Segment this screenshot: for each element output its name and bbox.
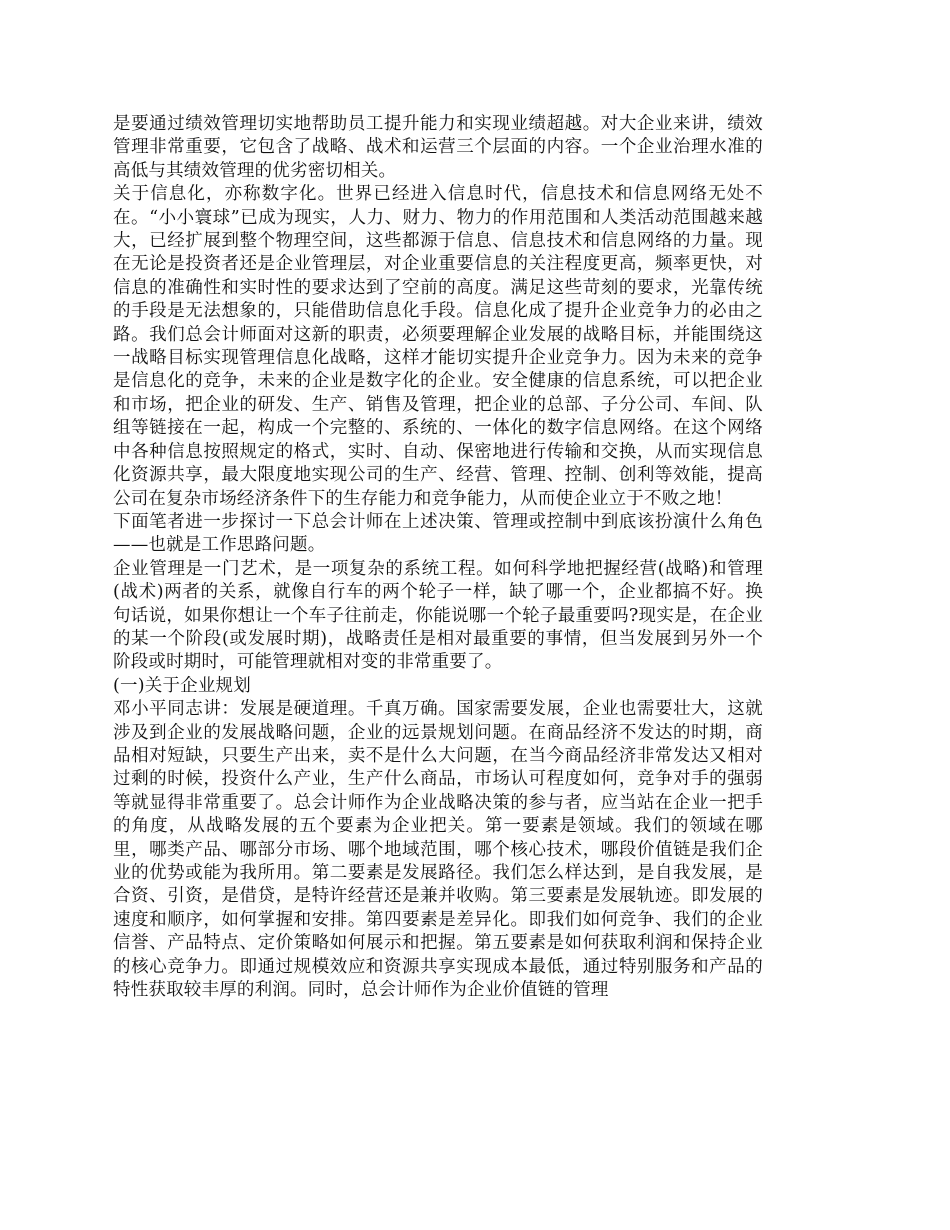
paragraph-development-strategy: 邓小平同志讲：发展是硬道理。千真万确。国家需要发展，企业也需要壮大，这就涉及到企业的发展战略问题，企业的远景规划问题。在商品经济不发达的时期，商品相对短缺，只要生产出来，卖不是什么大问题，在当今商品经济非常发达又相对过剩的时候，投资什么产业，生产什么商品，市场认可程度如何，竞争对手的强弱等就显得非常重要了。总会计师作为企业战略决策的参与者，应当站在企业一把手的角度，从战略发展的五个要素为企业把关。第一要素是领域。我们的领域在哪里，哪类产品、哪部分市场、哪个地域范围，哪个核心技术，哪段价值链是我们企业的优势或能为我所用。第二要素是发展路径。我们怎么样达到，是自我发展，是合资、引资，是借贷，是特许经营还是兼并收购。第三要素是发展轨迹。即发展的速度和顺序，如何掌握和安排。第四要素是差异化。即我们如何竞争、我们的企业信誉、产品特点、定价策略如何展示和把握。第五要素是如何获取利润和保持企业的核心竞争力。即通过规模效应和资源共享实现成本最低，通过特别服务和产品的特性获取较丰厚的利润。同时，总会计师作为企业价值链的管理 xyxy=(113,699,763,1001)
paragraph-cfo-role: 下面笔者进一步探讨一下总会计师在上述决策、管理或控制中到底该扮演什么角色——也就是工作思路问题。 xyxy=(113,511,763,556)
section-heading-enterprise-planning: (一)关于企业规划 xyxy=(113,675,251,696)
paragraph-performance-management: 是要通过绩效管理切实地帮助员工提升能力和实现业绩超越。对大企业来讲，绩效管理非常重要，它包含了战略、战术和运营三个层面的内容。一个企业治理水准的高低与其绩效管理的优劣密切相关。 xyxy=(113,114,763,181)
document-page xyxy=(113,113,763,1002)
paragraph-informatization: 关于信息化，亦称数字化。世界已经进入信息时代，信息技术和信息网络无处不在。“小小寰球”已成为现实，人力、财力、物力的作用范围和人类活动范围越来越大，已经扩展到整个物理空间，这些都源于信息、信息技术和信息网络的力量。现在无论是投资者还是企业管理层，对企业重要信息的关注程度更高，频率更快，对信息的准确性和实时性的要求达到了空前的高度。满足这些苛刻的要求，光靠传统的手段是无法想象的，只能借助信息化手段。信息化成了提升企业竞争力的必由之路。我们总会计师面对这新的职责，必须要理解企业发展的战略目标，并能围绕这一战略目标实现管理信息化战略，这样才能切实提升企业竞争力。因为未来的竞争是信息化的竞争，未来的企业是数字化的企业。安全健康的信息系统，可以把企业和市场，把企业的研发、生产、销售及管理，把企业的总部、子分公司、车间、队组等链接在一起，构成一个完整的、系统的、一体化的数字信息网络。在这个网络中各种信息按照规定的格式，实时、自动、保密地进行传输和交换，从而实现信息化资源共享，最大限度地实现公司的生产、经营、管理、控制、创利等效能，提高公司在复杂市场经济条件下的生存能力和竞争能力，从而使企业立于不败之地！ xyxy=(113,184,763,509)
paragraph-management-art: 企业管理是一门艺术，是一项复杂的系统工程。如何科学地把握经营(战略)和管理(战术)两者的关系，就像自行车的两个轮子一样，缺了哪一个，企业都搞不好。换句话说，如果你想让一个车子往前走，你能说哪一个轮子最重要吗?现实是，在企业的某一个阶段(或发展时期)，战略责任是相对最重要的事情，但当发展到另外一个阶段或时期时，可能管理就相对变的非常重要了。 xyxy=(113,558,763,673)
